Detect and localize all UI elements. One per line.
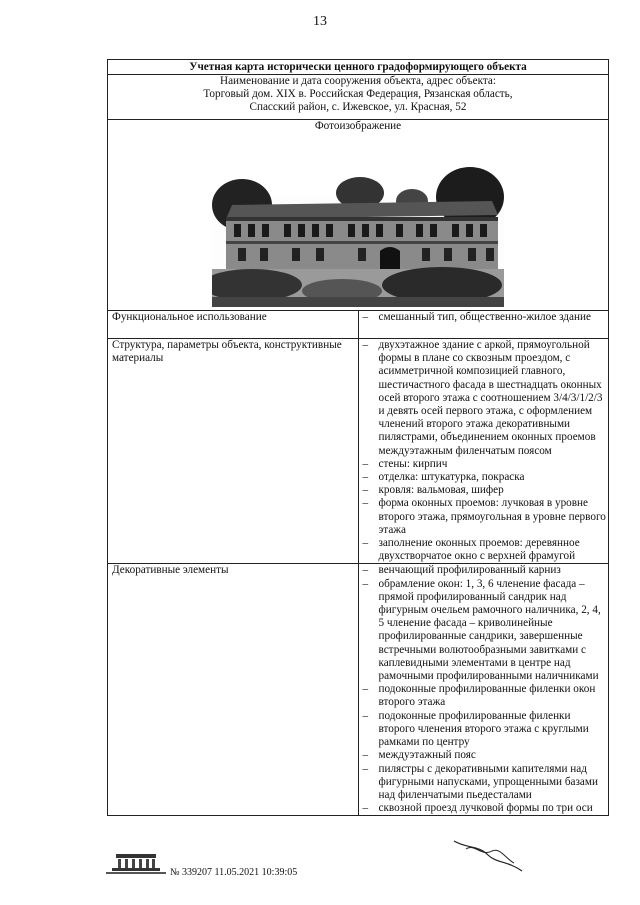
row-content-structure (358, 339, 609, 564)
list-item: – форма оконных проемов: лучковая в уровне второго этажа, прямоугольная в уровне первого этажа (362, 497, 606, 536)
row-content-decor (358, 564, 609, 816)
photo-label: Фотоизображение (314, 120, 402, 132)
row-label-structure: Структура, параметры объекта, конструктивные материалы (108, 339, 359, 564)
record-card (107, 59, 609, 816)
list-item: – заполнение оконных проемов: деревянное двухстворчатое окно с верхней фрамугой (362, 537, 580, 563)
building-photo (212, 135, 504, 307)
row-label-decor: Декоративные элементы (108, 564, 359, 816)
photo-cell (108, 120, 609, 311)
list-item: – стены: кирпич (362, 457, 448, 470)
list-item: – подоконные профилированные филенки второго членения второго этажа с круглыми рамками по центру (362, 709, 589, 749)
government-emblem-icon (106, 852, 166, 876)
list-item: – обрамление окон: 1, 3, 6 членение фасада – прямой профилированный сандрик над фигурным очельем рамочного наличника, 2, 4, 5 членение фасада – криволинейные профилированные сандрики, завершенные встречными волютообразными завитками с каплевидными элементами в центре над рамочными профилированными наличниками (362, 577, 601, 683)
object-address-line: Спасский район, с. Ижевское, ул. Красная, 52 (249, 101, 467, 114)
page-number: 13 (313, 14, 327, 29)
list-item: – пилястры с декоративными капителями над фигурными напусками, упрощенными базами над филенчатыми пьедесталами (362, 762, 598, 801)
list-item: – подоконные профилированные филенки окон второго этажа (362, 683, 596, 709)
row-content-function (358, 311, 609, 339)
list-item: – смешанный тип, общественно-жилое здание (362, 311, 591, 323)
list-item: – отделка: штукатурка, покраска (362, 471, 525, 484)
list-item: – двухэтажное здание с аркой, прямоугольной формы в плане со сквозным проездом, с асимметричной композицией главного, шестичастного фасада в шестнадцать оконных осей второго этажа с соотношением 3/4/3/1/2/3 и девять осей первого этажа, с оформлением членений второго этажа декоративными пилястрами, объединением оконных проемов междуэтажным филенчатым поясом (362, 339, 603, 457)
object-name-cell (108, 75, 609, 120)
list-item: – кровля: вальмовая, шифер (362, 484, 504, 497)
building-photo-image (212, 135, 504, 307)
list-item: – междуэтажный пояс (362, 749, 476, 762)
signature-icon (448, 835, 528, 875)
card-title: Учетная карта исторически ценного градоформирующего объекта (108, 60, 609, 75)
object-name-line: Торговый дом. XIX в. Российская Федерация, Рязанская область, (203, 88, 513, 101)
list-item: – сквозной проезд лучковой формы по три оси (362, 802, 593, 815)
row-label-function: Функциональное использование (108, 311, 359, 339)
list-item: – венчающий профилированный карниз (362, 564, 561, 577)
registration-stamp: № 339207 11.05.2021 10:39:05 (170, 867, 298, 878)
object-name-heading: Наименование и дата сооружения объекта, адрес объекта: (220, 75, 496, 87)
